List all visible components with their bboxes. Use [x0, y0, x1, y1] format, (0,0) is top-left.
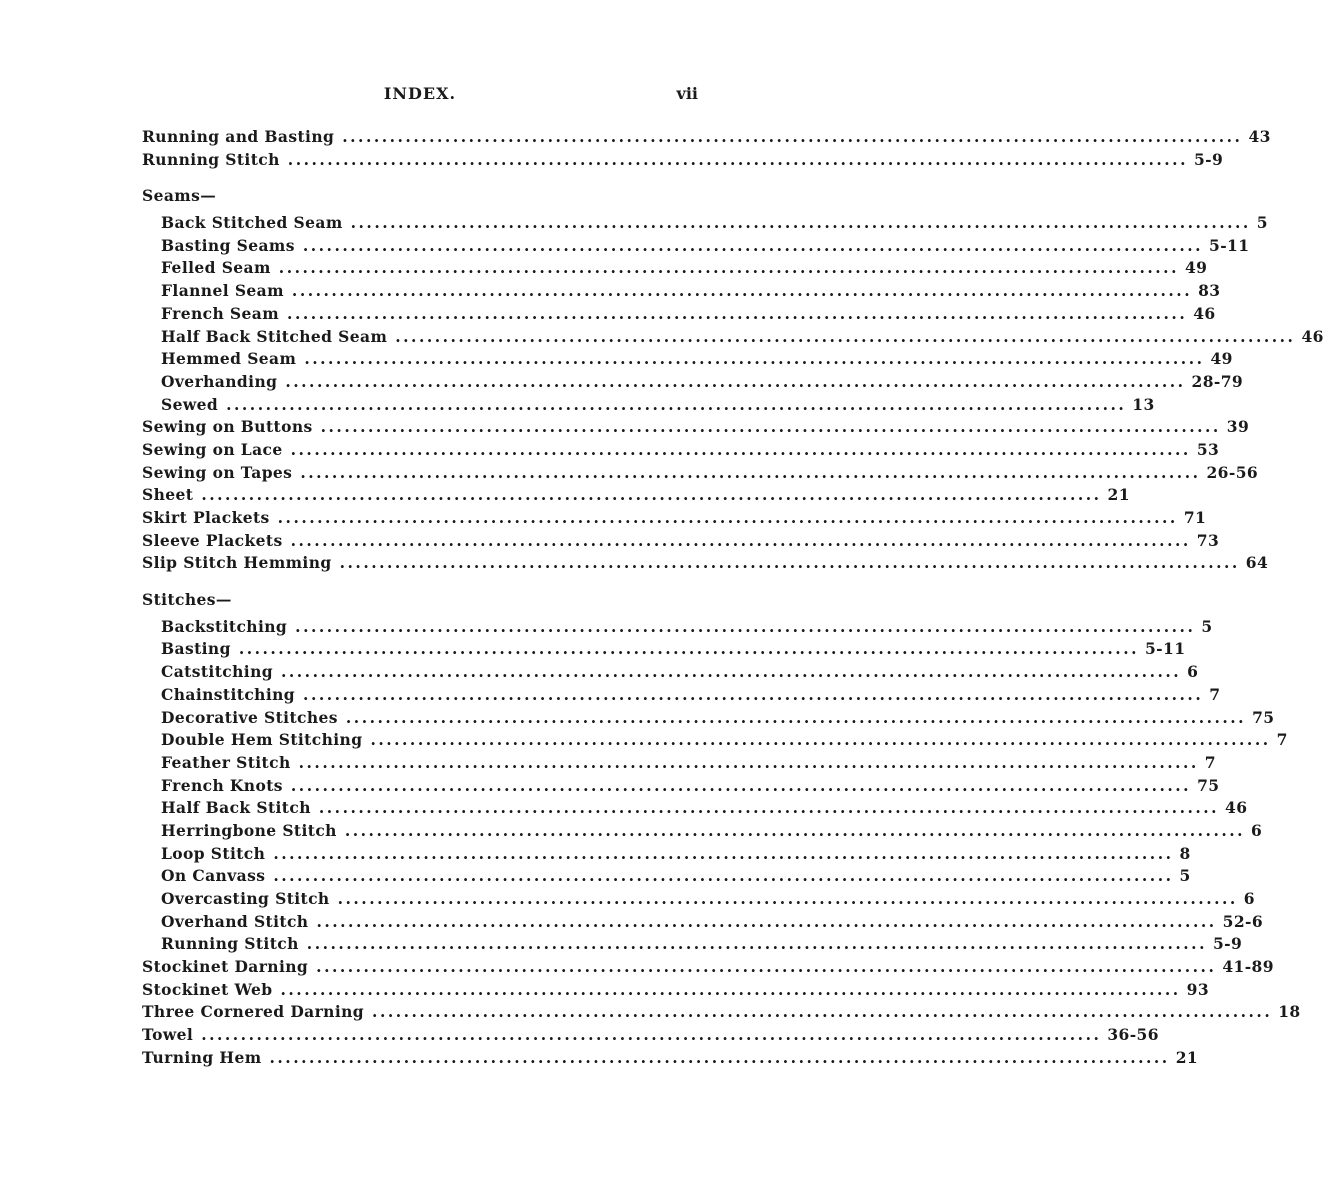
entry-label: Sewed	[161, 394, 219, 414]
entry-label: Overhand Stitch	[161, 911, 309, 931]
dot-leader: ..................................................................................................................	[226, 394, 1127, 414]
entry-label: Sleeve Plackets	[142, 530, 283, 550]
dot-leader: ..................................................................................................................	[395, 326, 1296, 346]
entry-page-number: 41-89	[1222, 957, 1274, 977]
index-entry	[142, 820, 1263, 844]
entry-label: Running Stitch	[161, 934, 299, 954]
index-entry	[142, 439, 1220, 463]
entry-page-number: 43	[1248, 127, 1271, 146]
entry-page-number: 6	[1251, 820, 1263, 840]
entry-label: Basting	[161, 639, 231, 659]
entry-label: Running and Basting	[142, 127, 335, 146]
entry-page-number: 93	[1186, 979, 1210, 999]
index-entry	[142, 889, 1255, 912]
dot-leader: ..................................................................................................................	[273, 866, 1174, 886]
entry-label: Sheet	[142, 485, 194, 505]
entry-page-number: 36-56	[1107, 1025, 1159, 1045]
entry-label: Slip Stitch Hemming	[142, 553, 332, 573]
index-entry	[142, 684, 1221, 708]
entry-page-number: 39	[1226, 417, 1250, 437]
entry-page-number: 5-9	[1212, 934, 1243, 954]
page-header	[142, 84, 698, 108]
entry-page-number: 6	[1187, 662, 1199, 682]
entry-label: Turning Hem	[142, 1047, 262, 1067]
dot-leader: ..................................................................................................................	[277, 508, 1178, 527]
entry-label: Sewing on Buttons	[142, 417, 313, 437]
index-entry	[142, 213, 1268, 236]
dot-leader: ..................................................................................................................	[269, 1047, 1170, 1067]
entry-page-number: 71	[1183, 508, 1207, 527]
entry-label: Decorative Stitches	[161, 707, 338, 727]
index-entry	[142, 911, 1264, 935]
entry-page-number: 75	[1197, 775, 1220, 795]
entry-page-number: 46	[1193, 303, 1216, 323]
entry-page-number: 49	[1184, 258, 1208, 278]
entry-label: Stockinet Darning	[142, 957, 309, 977]
dot-leader: ..................................................................................................................	[370, 730, 1271, 750]
dot-leader: ..................................................................................................................	[302, 235, 1204, 255]
index-entry	[142, 258, 1208, 281]
dot-leader: ..................................................................................................................	[345, 707, 1247, 727]
index-section-heading: Seams—	[142, 186, 217, 206]
entry-label: Running Stitch	[142, 149, 280, 169]
entry-label: On Canvass	[161, 866, 266, 886]
dot-leader: ..................................................................................................................	[201, 1025, 1102, 1045]
index-entry	[142, 462, 1259, 486]
dot-leader: ..................................................................................................................	[300, 462, 1201, 482]
index-entry	[142, 775, 1220, 799]
dot-leader: ..................................................................................................................	[303, 684, 1204, 704]
dot-leader: ..................................................................................................................	[316, 957, 1217, 977]
entry-page-number: 5-11	[1209, 235, 1250, 255]
index-entry	[142, 1002, 1301, 1025]
index-entry	[142, 553, 1269, 576]
dot-leader: ..................................................................................................................	[342, 127, 1243, 146]
dot-leader: ..................................................................................................................	[320, 417, 1221, 437]
dot-leader: ..................................................................................................................	[290, 775, 1192, 795]
index-entry	[142, 349, 1233, 372]
entry-label: Felled Seam	[161, 258, 271, 278]
dot-leader: ..................................................................................................................	[287, 303, 1188, 323]
index-entry	[142, 843, 1191, 867]
dot-leader: ..................................................................................................................	[304, 349, 1205, 369]
entry-page-number: 83	[1198, 281, 1221, 301]
dot-leader: ..................................................................................................................	[285, 371, 1186, 391]
entry-label: Half Back Stitch	[161, 798, 311, 818]
entry-page-number: 21	[1107, 485, 1130, 505]
index-entries	[142, 127, 1324, 1071]
entry-label: French Seam	[161, 303, 280, 323]
index-entry	[142, 707, 1275, 731]
entry-label: Back Stitched Seam	[161, 213, 343, 233]
dot-leader: ..................................................................................................................	[291, 281, 1193, 301]
entry-page-number: 49	[1210, 349, 1233, 369]
entry-label: Three Cornered Darning	[142, 1002, 365, 1022]
dot-leader: ..................................................................................................................	[318, 798, 1220, 818]
index-entry	[142, 281, 1221, 304]
entry-page-number: 46	[1301, 326, 1324, 346]
index-entry	[142, 371, 1244, 395]
entry-page-number: 53	[1196, 439, 1220, 459]
entry-label: Backstitching	[161, 616, 288, 636]
entry-label: Loop Stitch	[161, 843, 266, 863]
entry-label: Sewing on Lace	[142, 439, 283, 459]
dot-leader: ..................................................................................................................	[290, 530, 1191, 550]
entry-page-number: 5-11	[1145, 639, 1186, 659]
index-entry	[142, 866, 1191, 889]
entry-page-number: 64	[1245, 553, 1269, 573]
index-entry	[142, 752, 1216, 776]
index-section-heading: Stitches—	[142, 590, 232, 610]
index-entry	[142, 979, 1210, 1003]
index-entry	[142, 127, 1271, 150]
page-title: INDEX.	[383, 84, 457, 103]
index-entry	[142, 730, 1288, 753]
dot-leader: ..................................................................................................................	[350, 213, 1251, 233]
index-entry	[142, 530, 1220, 554]
index-entry	[142, 616, 1213, 640]
index-entry	[142, 1047, 1199, 1071]
entry-page-number: 8	[1179, 843, 1191, 863]
entry-page-number: 52-6	[1222, 911, 1264, 931]
entry-label: Overcasting Stitch	[161, 889, 330, 908]
dot-leader: ..................................................................................................................	[372, 1002, 1273, 1022]
index-entry	[142, 485, 1130, 508]
index-entry	[142, 1025, 1159, 1048]
index-entry	[142, 798, 1248, 821]
index-entry	[142, 303, 1216, 327]
dot-leader: ..................................................................................................................	[316, 911, 1217, 931]
index-entry	[142, 394, 1155, 418]
index-entry	[142, 149, 1224, 173]
dot-leader: ..................................................................................................................	[298, 752, 1199, 772]
index-entry	[142, 662, 1199, 685]
entry-page-number: 28-79	[1191, 371, 1244, 391]
entry-page-number: 73	[1196, 530, 1220, 550]
dot-leader: ..................................................................................................................	[280, 662, 1182, 682]
entry-label: Half Back Stitched Seam	[161, 326, 388, 346]
entry-label: Chainstitching	[161, 684, 296, 704]
entry-page-number: 46	[1225, 798, 1248, 818]
dot-leader: ..................................................................................................................	[278, 258, 1179, 278]
entry-label: Flannel Seam	[161, 281, 284, 301]
entry-page-number: 5	[1256, 213, 1268, 233]
dot-leader: ..................................................................................................................	[280, 979, 1181, 999]
dot-leader: ..................................................................................................................	[306, 934, 1207, 954]
entry-label: Basting Seams	[161, 235, 295, 255]
entry-page-number: 75	[1252, 707, 1275, 727]
dot-leader: ..................................................................................................................	[201, 485, 1102, 505]
entry-page-number: 6	[1243, 889, 1255, 908]
entry-label: Sewing on Tapes	[142, 462, 293, 482]
dot-leader: ..................................................................................................................	[287, 149, 1188, 169]
entry-page-number: 26-56	[1206, 462, 1259, 482]
dot-leader: ..................................................................................................................	[337, 889, 1238, 908]
entry-page-number: 18	[1278, 1002, 1301, 1022]
entry-label: Stockinet Web	[142, 979, 273, 999]
dot-leader: ..................................................................................................................	[290, 439, 1191, 459]
entry-label: Hemmed Seam	[161, 349, 297, 369]
entry-page-number: 7	[1209, 684, 1221, 704]
entry-label: Herringbone Stitch	[161, 820, 337, 840]
entry-page-number: 7	[1204, 752, 1216, 772]
entry-label: French Knots	[161, 775, 283, 795]
entry-label: Towel	[142, 1025, 194, 1045]
entry-label: Overhanding	[161, 371, 278, 391]
entry-page-number: 5	[1201, 616, 1213, 636]
entry-page-number: 7	[1276, 730, 1288, 750]
dot-leader: ..................................................................................................................	[339, 553, 1240, 573]
entry-page-number: 13	[1132, 394, 1155, 414]
dot-leader: ..................................................................................................................	[238, 639, 1139, 659]
index-entry	[142, 934, 1243, 957]
dot-leader: ..................................................................................................................	[295, 616, 1196, 636]
dot-leader: ..................................................................................................................	[273, 843, 1174, 863]
index-entry	[142, 957, 1274, 980]
entry-label: Catstitching	[161, 662, 273, 682]
entry-page-number: 5	[1179, 866, 1191, 886]
entry-label: Skirt Plackets	[142, 508, 270, 527]
entry-page-number: 21	[1175, 1047, 1199, 1067]
entry-label: Feather Stitch	[161, 752, 291, 772]
page-number: vii	[676, 84, 698, 103]
dot-leader: ..................................................................................................................	[344, 820, 1246, 840]
index-entry	[142, 326, 1324, 350]
index-entry	[142, 639, 1186, 662]
entry-page-number: 5-9	[1193, 149, 1224, 169]
index-entry	[142, 508, 1207, 531]
index-entry	[142, 417, 1250, 440]
index-entry	[142, 235, 1250, 259]
entry-label: Double Hem Stitching	[161, 730, 363, 750]
